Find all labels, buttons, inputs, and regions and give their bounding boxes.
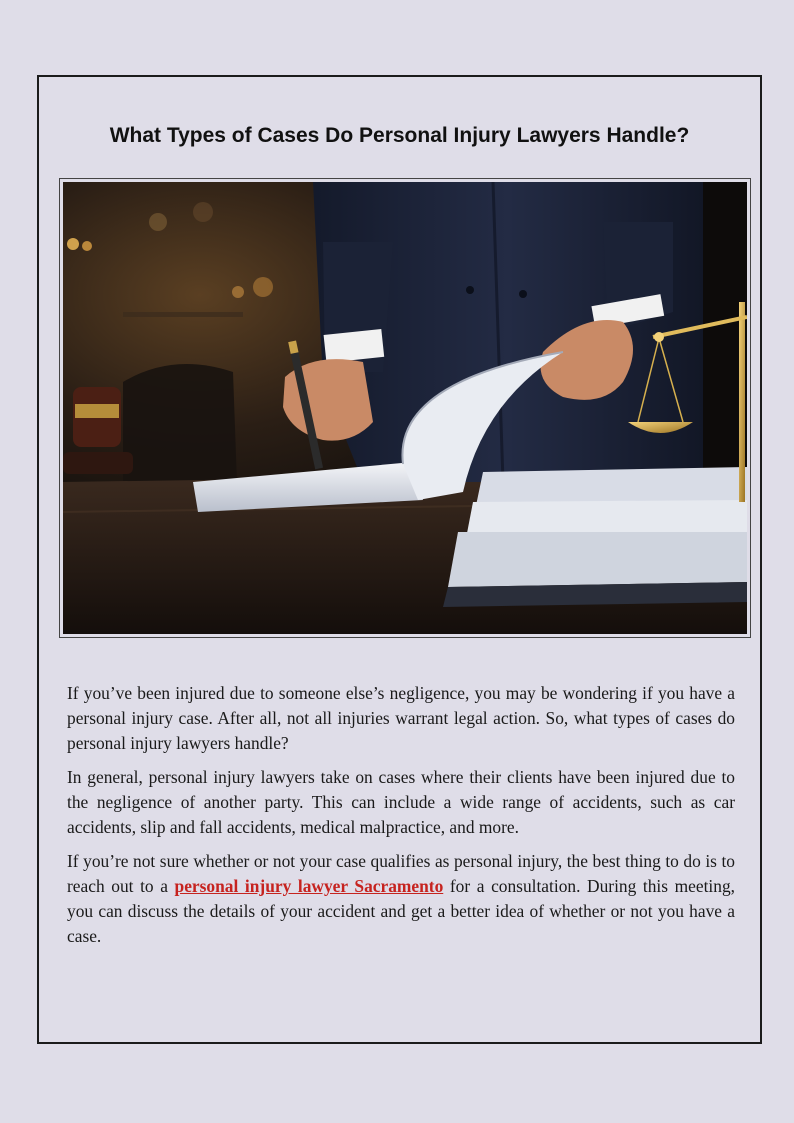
photo-frame [59,178,751,638]
paragraph-3-tail: for a consultation. During this meeting, you can discuss the details of your accident and get a better idea of whether or not you have a case. [67,876,735,946]
sacramento-lawyer-link[interactable]: personal injury lawyer Sacramento [174,876,444,896]
article-body [67,681,735,958]
paragraph-3-lead: If you’re not sure whether or not your case qualifies as personal injury, the best thing to do is to reach out to a [67,851,735,896]
lawyer-signing-documents-photo [63,182,747,634]
document-page [37,75,762,1044]
paragraph-3 [67,849,735,949]
paragraph-1: If you’ve been injured due to someone else’s negligence, you may be wondering if you have a personal injury case. After all, not all injuries warrant legal action. So, what types of cases do personal injury lawyers handle? [67,683,735,753]
paragraph-2: In general, personal injury lawyers take on cases where their clients have been injured due to the negligence of another party. This can include a wide range of accidents, such as car accidents, slip and fall accidents, medical malpractice, and more. [67,767,735,837]
document-title: What Types of Cases Do Personal Injury Lawyers Handle? [109,124,690,147]
